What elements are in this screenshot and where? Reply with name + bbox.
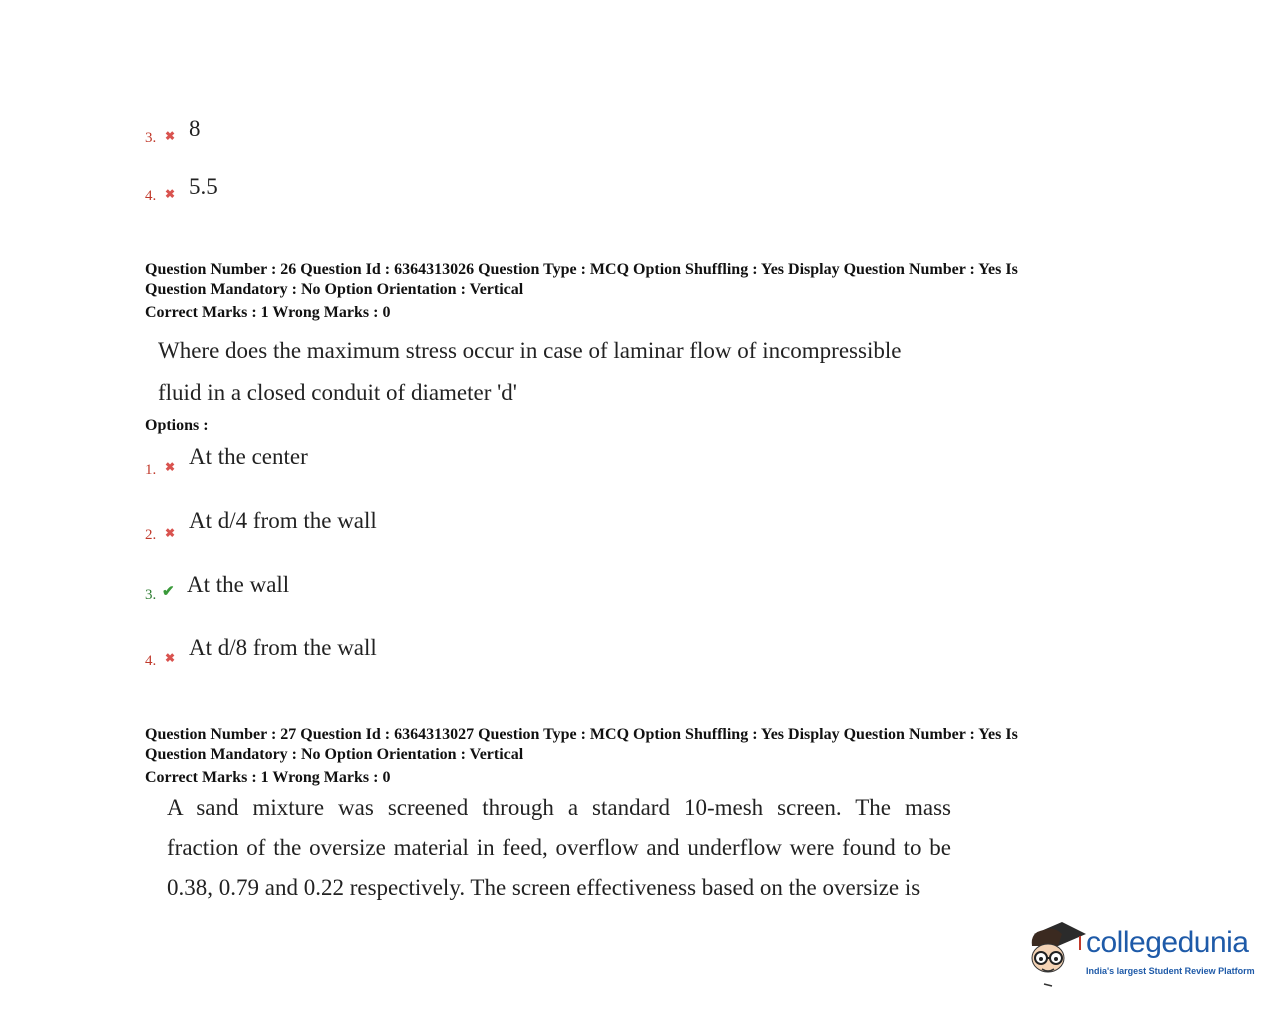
option-text: 8 (189, 116, 201, 141)
cross-icon: ✖ (165, 129, 176, 143)
option-number: 1. (145, 462, 157, 478)
logo-tagline: India's largest Student Review Platform (1086, 966, 1255, 976)
option-text: At d/4 from the wall (189, 508, 377, 533)
question-meta: Question Mandatory : No Option Orientation : Vertical (145, 746, 524, 763)
option-number: 2. (145, 527, 157, 543)
logo-wordmark: collegedunia (1086, 926, 1249, 959)
cross-icon: ✖ (165, 526, 176, 540)
question-marks: Correct Marks : 1 Wrong Marks : 0 (145, 769, 391, 786)
options-label: Options : (145, 417, 209, 434)
option-text: At the wall (187, 572, 290, 597)
question-text: fluid in a closed conduit of diameter 'd' (158, 380, 517, 405)
option-number: 4. (145, 653, 157, 669)
option-text: At the center (189, 444, 308, 469)
option-number: 4. (145, 188, 157, 204)
option-text: 5.5 (189, 174, 218, 199)
question-text: A sand mixture was screened through a standard 10-mesh screen. The mass (167, 795, 951, 820)
option-text: At d/8 from the wall (189, 635, 377, 660)
option-number: 3. (145, 130, 157, 146)
question-text: 0.38, 0.79 and 0.22 respectively. The screen effectiveness based on the oversize is (167, 875, 921, 900)
question-meta: Question Number : 27 Question Id : 6364313027 Question Type : MCQ Option Shuffling : Yes Display Question Number : Yes Is (145, 726, 1018, 743)
question-meta: Question Number : 26 Question Id : 6364313026 Question Type : MCQ Option Shuffling : Yes Display Question Number : Yes Is (145, 261, 1018, 278)
question-marks: Correct Marks : 1 Wrong Marks : 0 (145, 304, 391, 321)
check-icon: ✔ (162, 584, 175, 600)
question-text: Where does the maximum stress occur in case of laminar flow of incompressible (158, 338, 902, 363)
cross-icon: ✖ (165, 460, 176, 474)
collegedunia-logo (1024, 916, 1264, 988)
question-meta: Question Mandatory : No Option Orientation : Vertical (145, 281, 524, 298)
cross-icon: ✖ (165, 187, 176, 201)
mascot-icon (1024, 916, 1086, 988)
option-number: 3. (145, 587, 157, 603)
question-text: fraction of the oversize material in feed, overflow and underflow were found to be (167, 835, 951, 860)
cross-icon: ✖ (165, 651, 176, 665)
